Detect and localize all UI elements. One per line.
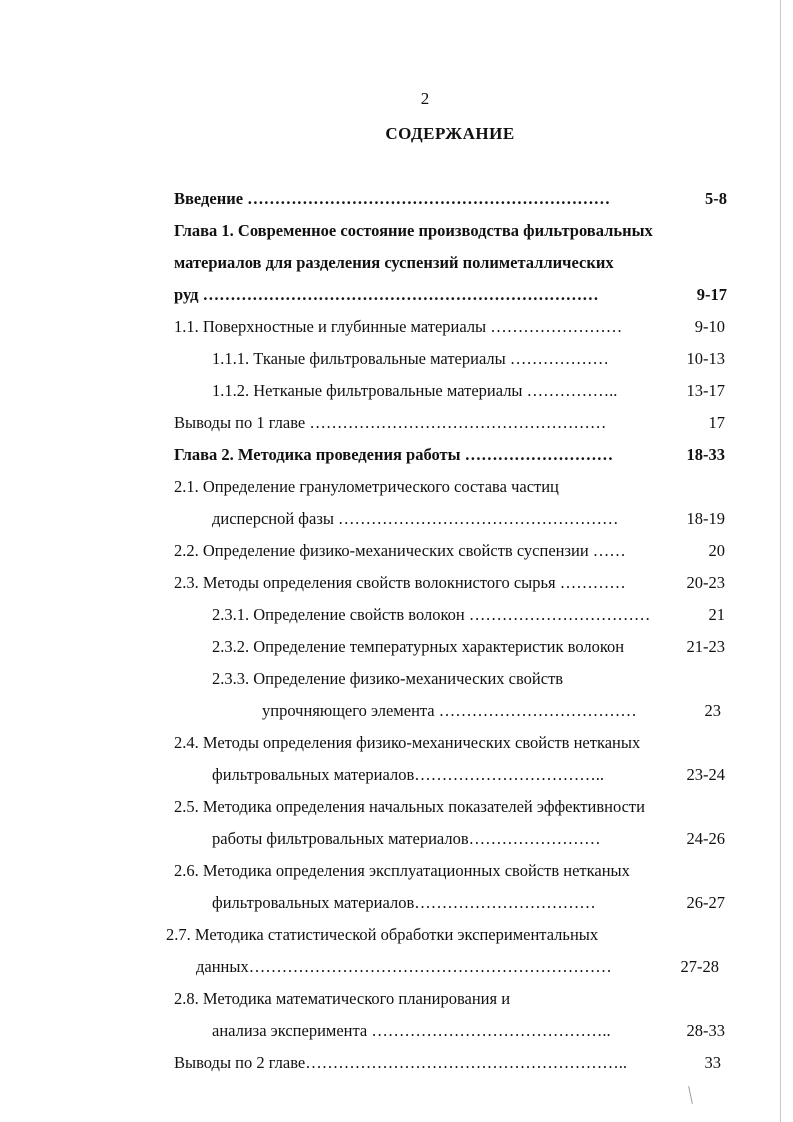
toc-page-2-3-1: 21	[708, 605, 725, 624]
page-title: СОДЕРЖАНИЕ	[385, 124, 515, 143]
toc-entry-1-1-2: 1.1.2. Нетканые фильтровальные материалы ……………..	[212, 381, 618, 400]
toc-entry-2-8-line1: 2.8. Методика математического планирования и	[174, 989, 511, 1008]
toc-page-2-5: 24-26	[686, 829, 725, 848]
toc-page-2-8: 28-33	[686, 1021, 725, 1040]
toc-page-2-3: 20-23	[686, 573, 725, 592]
toc-page-2-3-3: 23	[704, 701, 721, 720]
toc-entry-2-1-line2: дисперсной фазы ……………………………………………	[212, 509, 619, 528]
toc-page-conclusions-2: 33	[704, 1053, 721, 1072]
toc-entry-2-6-line2: фильтровальных материалов……………………………	[212, 893, 596, 912]
toc-entry-introduction: Введение …………………………………………………………	[174, 189, 611, 208]
toc-entry-2-1-line1: 2.1. Определение гранулометрического состава частиц	[174, 477, 559, 496]
toc-entry-1-1-1: 1.1.1. Тканые фильтровальные материалы ………………	[212, 349, 609, 368]
toc-page-1-1-2: 13-17	[686, 381, 725, 400]
toc-page-1-1: 9-10	[694, 317, 725, 336]
toc-entry-2-2: 2.2. Определение физико-механических свойств суспензии ……	[174, 541, 626, 560]
toc-page-2-2: 20	[708, 541, 725, 560]
toc-entry-2-7-line1: 2.7. Методика статистической обработки экспериментальных	[166, 925, 599, 944]
toc-entry-chapter1-line3: руд ………………………………………………………………	[174, 285, 599, 304]
toc-page-2-4: 23-24	[686, 765, 725, 784]
toc-entry-conclusions-1: Выводы по 1 главе ………………………………………………	[174, 413, 607, 432]
toc-entry-2-7-line2: данных…………………………………………………………	[196, 957, 612, 976]
toc-page-2-7: 27-28	[680, 957, 719, 976]
toc-page-2-1: 18-19	[686, 509, 725, 528]
page-number: 2	[420, 89, 430, 108]
toc-page-2-6: 26-27	[686, 893, 725, 912]
toc-entry-2-8-line2: анализа эксперимента ……………………………………..	[212, 1021, 611, 1040]
scan-edge-line	[780, 0, 781, 1122]
toc-entry-2-3: 2.3. Методы определения свойств волокнистого сырья …………	[174, 573, 626, 592]
scan-mark	[688, 1086, 693, 1104]
toc-entry-2-3-1: 2.3.1. Определение свойств волокон ……………………………	[212, 605, 651, 624]
toc-entry-chapter1-line2: материалов для разделения суспензий полиметаллических	[174, 253, 614, 272]
toc-entry-1-1: 1.1. Поверхностные и глубинные материалы ……………………	[174, 317, 623, 336]
toc-entry-2-4-line2: фильтровальных материалов……………………………..	[212, 765, 604, 784]
toc-page-chapter1: 9-17	[696, 285, 727, 304]
toc-entry-2-5-line1: 2.5. Методика определения начальных показателей эффективности	[174, 797, 645, 816]
toc-entry-2-5-line2: работы фильтровальных материалов……………………	[212, 829, 601, 848]
toc-entry-2-3-3-line2: упрочняющего элемента ………………………………	[262, 701, 637, 720]
toc-entry-2-4-line1: 2.4. Методы определения физико-механических свойств нетканых	[174, 733, 641, 752]
toc-entry-2-3-2: 2.3.2. Определение температурных характеристик волокон	[212, 637, 625, 656]
toc-entry-chapter1-line1: Глава 1. Современное состояние производства фильтровальных	[174, 221, 653, 240]
toc-page-introduction: 5-8	[705, 189, 727, 208]
toc-entry-2-3-3-line1: 2.3.3. Определение физико-механических свойств	[212, 669, 564, 688]
toc-page-conclusions-1: 17	[708, 413, 725, 432]
toc-page-1-1-1: 10-13	[686, 349, 725, 368]
toc-entry-chapter2: Глава 2. Методика проведения работы ………………………	[174, 445, 614, 464]
toc-entry-2-6-line1: 2.6. Методика определения эксплуатационных свойств нетканых	[174, 861, 630, 880]
toc-entry-conclusions-2: Выводы по 2 главе…………………………………………………..	[174, 1053, 627, 1072]
toc-page-2-3-2: 21-23	[686, 637, 725, 656]
toc-page-chapter2: 18-33	[686, 445, 725, 464]
